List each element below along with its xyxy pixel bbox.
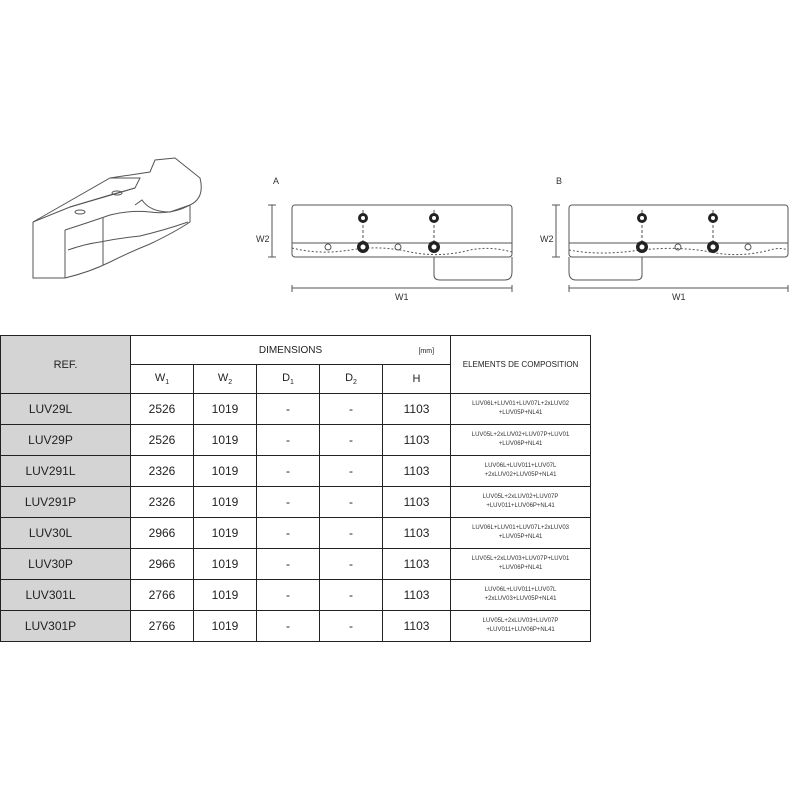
ref-cell: LUV30L xyxy=(1,518,131,549)
ref-cell: LUV291P xyxy=(1,487,131,518)
w1-cell: 2966 xyxy=(131,518,194,549)
w1-cell: 2526 xyxy=(131,425,194,456)
elements-header: ELEMENTS DE COMPOSITION xyxy=(451,336,591,394)
technical-drawings xyxy=(0,0,800,320)
d1-cell: - xyxy=(257,518,320,549)
d1-cell: - xyxy=(257,394,320,425)
ref-cell: LUV301L xyxy=(1,580,131,611)
table-row xyxy=(1,549,591,580)
ref-cell: LUV30P xyxy=(1,549,131,580)
elements-line: LUV05L+2xLUV03+LUV07P xyxy=(482,618,559,624)
w2-cell: 1019 xyxy=(194,611,257,642)
dimensions-table xyxy=(0,335,591,642)
w2-header: $W_2$ xyxy=(194,365,257,394)
d2-cell: - xyxy=(320,425,383,456)
d2-cell: - xyxy=(320,580,383,611)
w1-cell: 2326 xyxy=(131,456,194,487)
w1-cell: 2766 xyxy=(131,611,194,642)
h-cell: 1103 xyxy=(383,394,451,425)
ref-cell: LUV291L xyxy=(1,456,131,487)
elements-cell xyxy=(451,611,591,642)
plan-view-b xyxy=(0,0,800,320)
elements-line: +LUV05P+NL41 xyxy=(498,534,543,540)
elements-cell xyxy=(451,580,591,611)
table-row xyxy=(1,518,591,549)
elements-line: LUV06L+LUV011+LUV07L xyxy=(484,587,557,593)
w2-cell: 1019 xyxy=(194,456,257,487)
d1-cell: - xyxy=(257,580,320,611)
table-row xyxy=(1,487,591,518)
elements-line: +LUV011+LUV06P+NL41 xyxy=(486,503,555,509)
w2-label-a: W2 xyxy=(256,234,270,244)
elements-cell xyxy=(451,456,591,487)
ref-cell: LUV301P xyxy=(1,611,131,642)
elements-line: +LUV06P+NL41 xyxy=(498,565,543,571)
h-cell: 1103 xyxy=(383,487,451,518)
w2-cell: 1019 xyxy=(194,549,257,580)
ref-header: REF. xyxy=(1,336,131,394)
elements-cell xyxy=(451,487,591,518)
elements-cell xyxy=(451,518,591,549)
elements-cell xyxy=(451,425,591,456)
variant-a-label: A xyxy=(273,176,280,186)
elements-line: LUV06L+LUV011+LUV07L xyxy=(484,463,557,469)
w1-cell: 2966 xyxy=(131,549,194,580)
w2-cell: 1019 xyxy=(194,394,257,425)
table-row xyxy=(1,425,591,456)
ref-cell: LUV29P xyxy=(1,425,131,456)
w1-cell: 2526 xyxy=(131,394,194,425)
elements-line: LUV06L+LUV01+LUV07L+2xLUV02 xyxy=(472,401,569,407)
elements-line: +LUV06P+NL41 xyxy=(498,441,543,447)
elements-cell xyxy=(451,549,591,580)
d2-cell: - xyxy=(320,611,383,642)
elements-line: LUV05L+2xLUV02+LUV07P xyxy=(482,494,559,500)
table-row xyxy=(1,580,591,611)
d1-cell: - xyxy=(257,487,320,518)
d2-cell: - xyxy=(320,549,383,580)
d1-cell: - xyxy=(257,611,320,642)
d2-cell: - xyxy=(320,456,383,487)
w1-label-b: W1 xyxy=(672,292,686,302)
w2-label-b: W2 xyxy=(540,234,554,244)
h-header: H xyxy=(383,365,451,394)
dimensions-header-label: DIMENSIONS xyxy=(258,344,323,356)
d2-cell: - xyxy=(320,487,383,518)
d1-header: $D_1$ xyxy=(257,365,320,394)
dimensions-header xyxy=(131,336,451,365)
elements-cell xyxy=(451,394,591,425)
table-row xyxy=(1,394,591,425)
elements-line: +LUV011+LUV06P+NL41 xyxy=(486,627,555,633)
w2-cell: 1019 xyxy=(194,425,257,456)
h-cell: 1103 xyxy=(383,425,451,456)
h-cell: 1103 xyxy=(383,549,451,580)
w2-cell: 1019 xyxy=(194,487,257,518)
d2-cell: - xyxy=(320,394,383,425)
unit-label: [mm] xyxy=(418,348,435,355)
elements-line: +LUV05P+NL41 xyxy=(498,410,543,416)
ref-cell: LUV29L xyxy=(1,394,131,425)
d1-cell: - xyxy=(257,549,320,580)
table-row xyxy=(1,456,591,487)
h-cell: 1103 xyxy=(383,611,451,642)
w1-cell: 2326 xyxy=(131,487,194,518)
elements-line: LUV05L+2xLUV02+LUV07P+LUV01 xyxy=(471,432,570,438)
w1-label-a: W1 xyxy=(395,292,409,302)
d2-cell: - xyxy=(320,518,383,549)
w2-cell: 1019 xyxy=(194,518,257,549)
elements-line: LUV05L+2xLUV03+LUV07P+LUV01 xyxy=(471,556,570,562)
variant-b-label: B xyxy=(556,176,563,186)
h-cell: 1103 xyxy=(383,456,451,487)
h-cell: 1103 xyxy=(383,518,451,549)
table-row xyxy=(1,611,591,642)
d1-cell: - xyxy=(257,425,320,456)
d1-cell: - xyxy=(257,456,320,487)
elements-line: +2xLUV03+LUV05P+NL41 xyxy=(484,596,557,602)
w1-header: $W_1$ xyxy=(131,365,194,394)
h-cell: 1103 xyxy=(383,580,451,611)
d2-header: $D_2$ xyxy=(320,365,383,394)
w2-cell: 1019 xyxy=(194,580,257,611)
elements-line: +2xLUV02+LUV05P+NL41 xyxy=(484,472,557,478)
elements-line: LUV06L+LUV01+LUV07L+2xLUV03 xyxy=(472,525,569,531)
w1-cell: 2766 xyxy=(131,580,194,611)
